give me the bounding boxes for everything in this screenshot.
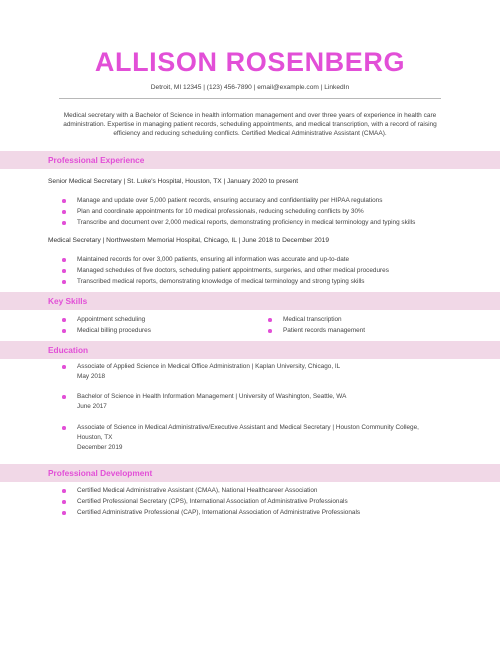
list-item [62,276,389,287]
candidate-name: ALLISON ROSENBERG [94,47,406,77]
list-item [268,314,365,325]
skill-text: Medical transcription [283,316,342,323]
bullet-icon [268,329,272,333]
bullet-icon [62,199,66,203]
list-item [62,325,151,336]
section-title: Key Skills [48,296,88,306]
list-item [62,507,360,518]
list-item [62,217,415,228]
list-item [62,314,151,325]
job-bullets [62,254,389,287]
summary-line: Medical secretary with a Bachelor of Science in health information management and over three years of experience in health care [63,112,437,119]
cert-text: Certified Medical Administrative Assistant (CMAA), National Healthcareer Association [77,487,318,494]
bullet-text: Manage and update over 5,000 patient records, ensuring accuracy and confidentiality per HIPAA regulations [77,197,383,204]
bullet-icon [62,426,66,430]
skill-text: Medical billing procedures [77,327,151,334]
bullet-text: Maintained records for over 3,000 patients, ensuring all information was accurate and up-to-date [77,256,350,263]
list-item [62,195,415,206]
skill-text: Patient records management [283,327,366,334]
date-line: May 2018 [77,373,106,380]
bullet-icon [62,365,66,369]
list-item [62,496,360,507]
header-divider [59,98,441,99]
location-line: Houston, TX [77,434,113,441]
bullet-icon [62,500,66,504]
bullet-icon [62,329,66,333]
degree-line: Associate of Science in Medical Administrative/Executive Assistant and Medical Secretary | Houston Community College, [77,424,419,431]
bullet-icon [62,221,66,225]
education-item [62,423,462,453]
section-header-development [0,464,500,482]
list-item [268,325,365,336]
cert-text: Certified Professional Secretary (CPS), International Association of Administrative Professionals [77,498,348,505]
bullet-icon [62,269,66,273]
section-header-education [0,341,500,359]
list-item [62,485,360,496]
bullet-text: Managed schedules of five doctors, scheduling patient appointments, surgeries, and other medical procedures [77,267,389,274]
skills-left [62,314,151,336]
bullet-icon [62,395,66,399]
development-list [62,485,360,518]
date-line: June 2017 [77,403,107,410]
job-title: Senior Medical Secretary | St. Luke's Hospital, Houston, TX | January 2020 to present [48,178,299,185]
list-item [62,206,415,217]
bullet-text: Plan and coordinate appointments for 10 medical professionals, reducing scheduling conflicts by 30% [77,208,364,215]
section-header-skills [0,292,500,310]
job-title: Medical Secretary | Northwestern Memorial Hospital, Chicago, IL | June 2018 to December 2019 [48,237,329,244]
section-title: Professional Development [48,468,153,478]
bullet-icon [62,210,66,214]
skill-text: Appointment scheduling [77,316,146,323]
section-title: Professional Experience [48,155,145,165]
bullet-icon [62,318,66,322]
summary-line: administration. Expertise in managing patient records, scheduling appointments, and medical transcription, with a record of raising [63,121,437,128]
contact-line: Detroit, MI 12345 | (123) 456-7890 | email@example.com | LinkedIn [150,84,350,91]
skills-right [268,314,365,336]
education-item [62,392,462,412]
job-bullets [62,195,415,228]
section-header-experience [0,151,500,169]
bullet-icon [62,258,66,262]
bullet-text: Transcribed medical reports, demonstrating knowledge of medical terminology and strong typing skills [77,278,365,285]
degree-line: Associate of Applied Science in Medical Office Administration | Kaplan University, Chicago, IL [77,363,341,370]
education-item [62,362,462,382]
list-item [62,265,389,276]
bullet-icon [62,489,66,493]
bullet-icon [268,318,272,322]
summary-paragraph [55,111,445,138]
bullet-text: Transcribe and document over 2,000 medical reports, demonstrating proficiency in medical terminology and typing skills [77,219,416,226]
bullet-icon [62,511,66,515]
list-item [62,254,389,265]
cert-text: Certified Administrative Professional (CAP), International Association of Administrative Professionals [77,509,361,516]
section-title: Education [48,345,89,355]
degree-line: Bachelor of Science in Health Information Management | University of Washington, Seattle, WA [77,393,347,400]
date-line: December 2019 [77,444,123,451]
summary-line: efficiency and reducing scheduling conflicts. Certified Medical Administrative Assistant (CMAA). [113,130,387,137]
bullet-icon [62,280,66,284]
